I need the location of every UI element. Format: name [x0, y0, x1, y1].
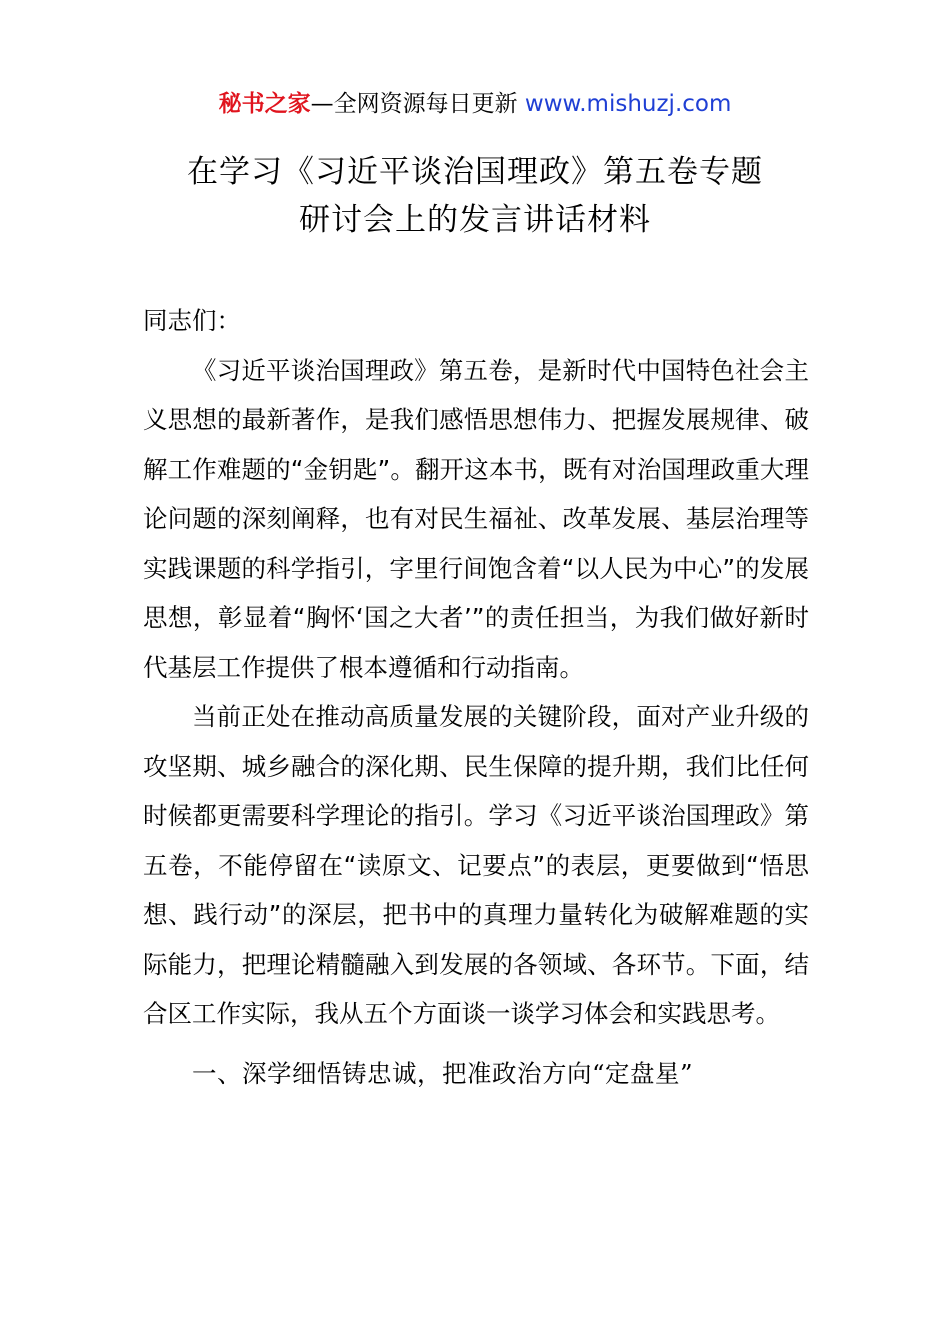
site-brand: 秘书之家 [218, 91, 311, 117]
site-header [0, 88, 950, 120]
salutation: 同志们： [143, 306, 241, 335]
title-line-2: 研讨会上的发言讲话材料 [299, 202, 651, 238]
title-line-1: 在学习《习近平谈治国理政》第五卷专题 [187, 154, 763, 190]
site-url-link[interactable]: www.mishuzj.com [524, 91, 732, 117]
document-title [0, 148, 950, 244]
paragraph-2: 当前正处在推动高质量发展的关键阶段，面对产业升级的攻坚期、城乡融合的深化期、民生保障的提升期，我们比任何时候都更需要科学理论的指引。学习《习近平谈治国理政》第五卷，不能停留在“读原文、记要点”的表层，更要做到“悟思想、践行动”的深层，把书中的真理力量转化为破解难题的实际能力，把理论精髓融入到发展的各领域、各环节。下面，结合区工作实际，我从五个方面谈一谈学习体会和实践思考。 [143, 702, 809, 1028]
site-tagline: —全网资源每日更新 [310, 91, 518, 117]
section-heading: 一、深学细悟铸忠诚，把准政治方向“定盘星” [192, 1058, 694, 1088]
document-body [143, 296, 809, 1098]
paragraph-1: 《习近平谈治国理政》第五卷，是新时代中国特色社会主义思想的最新著作，是我们感悟思想伟力、把握发展规律、破解工作难题的“金钥匙”。翻开这本书，既有对治国理政重大理论问题的深刻阐释，也有对民生福祉、改革发展、基层治理等实践课题的科学指引，字里行间饱含着“以人民为中心”的发展思想，彰显着“胸怀‘国之大者’”的责任担当，为我们做好新时代基层工作提供了根本遵循和行动指南。 [143, 355, 809, 682]
